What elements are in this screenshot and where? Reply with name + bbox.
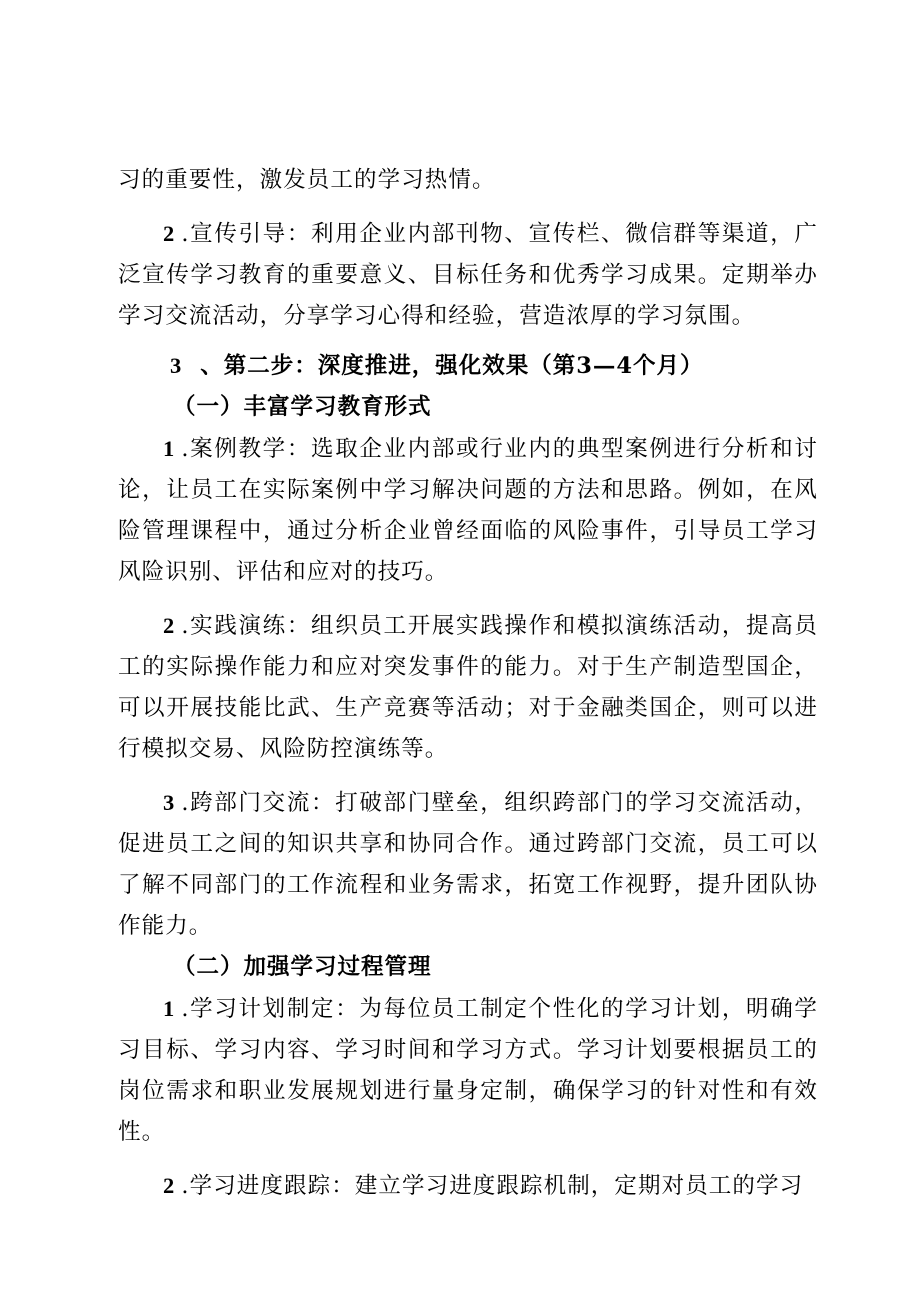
- paragraph-practice-drill: [118, 605, 818, 770]
- paragraph-continued: [118, 160, 818, 201]
- paragraph-publicity: [118, 213, 818, 337]
- paragraph-progress-tracking: [118, 1165, 818, 1207]
- step-title: 、第二步：深度推进，强化效果（第3—4个月）: [200, 353, 704, 379]
- item-number: 2: [163, 1173, 176, 1198]
- paragraph-cross-department: [118, 782, 818, 947]
- section-heading-forms: （一）丰富学习教育形式: [173, 394, 432, 420]
- paragraph-text: .实践演练：组织员工开展实践操作和模拟演练活动，提高员工的实际操作能力和应对突发事件的能力。对于生产制造型国企，可以开展技能比武、生产竞赛等活动；对于金融类国企，则可以进行模拟交易、风险防控演练等。: [118, 613, 818, 762]
- item-number: 1: [163, 436, 176, 461]
- section-heading-process: （二）加强学习过程管理: [173, 954, 432, 980]
- paragraph-text: .学习计划制定：为每位员工制定个性化的学习计划，明确学习目标、学习内容、学习时间和学习方式。学习计划要根据员工的岗位需求和职业发展规划进行量身定制，确保学习的针对性和有效性。: [118, 996, 818, 1145]
- step-heading: [118, 345, 818, 387]
- step-number: 3: [170, 353, 183, 378]
- paragraph-text: .跨部门交流：打破部门壁垒，组织跨部门的学习交流活动，促进员工之间的知识共享和协同合作。通过跨部门交流，员工可以了解不同部门的工作流程和业务需求，拓宽工作视野，提升团队协作能力。: [118, 790, 818, 939]
- item-number: 2: [163, 221, 176, 246]
- item-number: 3: [163, 790, 176, 815]
- paragraph-text: .宣传引导：利用企业内部刊物、宣传栏、微信群等渠道，广泛宣传学习教育的重要意义、目标任务和优秀学习成果。定期举办学习交流活动，分享学习心得和经验，营造浓厚的学习氛围。: [118, 221, 818, 329]
- paragraph-case-teaching: [118, 428, 818, 593]
- document-body: [118, 160, 818, 1207]
- paragraph-study-plan: [118, 988, 818, 1153]
- paragraph-text: .学习进度跟踪：建立学习进度跟踪机制，定期对员工的学习: [181, 1173, 804, 1199]
- item-number: 2: [163, 613, 176, 638]
- paragraph-text: .案例教学：选取企业内部或行业内的典型案例进行分析和讨论，让员工在实际案例中学习解决问题的方法和思路。例如，在风险管理课程中，通过分析企业曾经面临的风险事件，引导员工学习风险识别、评估和应对的技巧。: [118, 436, 818, 585]
- paragraph-text: 习的重要性，激发员工的学习热情。: [118, 167, 496, 193]
- item-number: 1: [163, 996, 176, 1021]
